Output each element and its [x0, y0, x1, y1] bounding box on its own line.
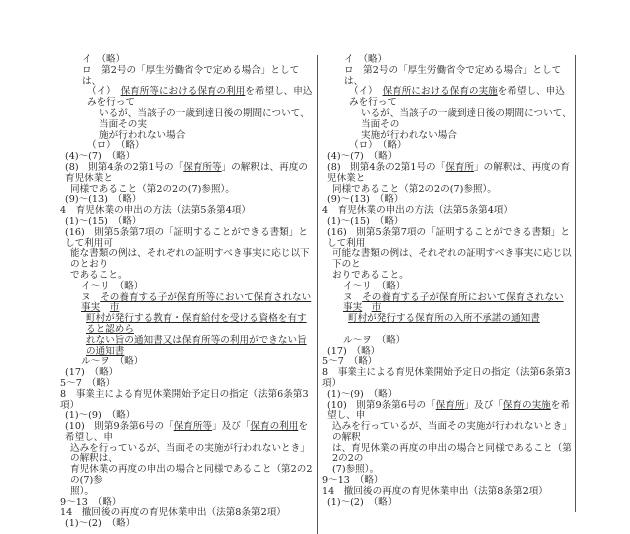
text-segment: いるが、当該子の一歳到達日後の期間について、当面その — [361, 107, 572, 130]
text-segment: を希望し、申 — [65, 421, 308, 443]
text-segment: 」及び「 — [464, 399, 503, 411]
text-segment — [100, 302, 110, 313]
underlined-text: 保育所等 — [183, 161, 222, 173]
text-segment: 同様であること（第2の2の(7)参照）。 — [332, 183, 497, 195]
text-segment: を希望し、申込みを行って — [87, 86, 313, 109]
text-line — [322, 401, 573, 423]
text-segment — [362, 302, 372, 313]
text-line — [322, 293, 573, 315]
underlined-text: 市 — [109, 302, 120, 314]
text-segment: (1)～(9) （略） — [327, 388, 398, 400]
text-segment: 8 事業主による育児休業開始予定日の指定（法第6条第3項） — [60, 388, 309, 411]
text-line — [60, 87, 315, 109]
text-segment: (16) 則第5条第7項の「証明することができる書類」として利用可 — [65, 226, 308, 249]
underlined-text: その養育する子が保育所において保育されない事実 — [343, 291, 564, 314]
text-segment: (17) （略） — [65, 367, 119, 379]
underlined-text: 保育所等 — [173, 421, 213, 433]
text-line — [322, 444, 573, 466]
text-segment: 込みを行っているが、当面その実施が行われないとき」の解釈 — [332, 421, 572, 443]
text-segment: 実施が行われない場合 — [361, 129, 457, 141]
text-segment: (9)～(13) （略） — [327, 194, 404, 206]
underlined-text: 保育の利用 — [250, 421, 299, 433]
text-segment: (7)参照）。 — [332, 464, 380, 476]
underlined-text: その養育する子が保育所等において保育されない事実 — [81, 291, 312, 314]
text-line — [322, 498, 573, 509]
text-line — [60, 109, 315, 131]
text-segment: 9～13 （略） — [322, 475, 384, 487]
text-segment: (4)～(7) （略） — [65, 151, 136, 163]
text-line — [322, 314, 573, 325]
underlined-text: 保育所における保育の実施 — [382, 86, 498, 98]
text-line — [60, 390, 315, 412]
text-segment: イ （略） — [344, 54, 388, 65]
text-segment: イ （略） — [82, 54, 126, 65]
text-segment: (10) 則第9条第6号の「 — [65, 421, 174, 433]
text-line — [60, 163, 315, 185]
text-segment: （イ） — [87, 86, 121, 98]
text-segment: 込みを行っているが、当面その実施が行われないとき」の解釈は、 — [70, 442, 310, 465]
text-segment: 施が行われない場合 — [99, 129, 186, 141]
text-line — [322, 422, 573, 444]
text-segment: イ～リ （略） — [343, 280, 406, 292]
underlined-text: 保育の実施 — [502, 399, 551, 411]
text-segment: 8 事業主による育児休業開始予定日の指定（法第6条第3項） — [322, 367, 571, 389]
text-segment: 14 撤回後の再度の育児休業申出（法第8条第2項） — [322, 485, 548, 497]
text-segment: (1)～(15) （略） — [327, 215, 404, 227]
underlined-text: 市 — [371, 302, 382, 314]
revised-text-column — [60, 55, 318, 534]
text-segment: 能な書類の例は、それぞれの証明すべき事実に応じ以下のとおり — [70, 248, 310, 271]
text-segment: (1)～(15) （略） — [65, 215, 142, 227]
text-line — [60, 336, 315, 358]
text-segment: （ロ） （略） — [349, 140, 407, 152]
text-line — [60, 66, 315, 88]
text-segment: (1)～(9) （略） — [65, 410, 136, 422]
text-segment: は、育児休業の再度の申出の場合と同様であること（第2の2の — [332, 442, 572, 465]
text-segment: ロ 第2号の「厚生労働省令で定める場合」としては、 — [82, 64, 300, 87]
text-segment: 」及び「 — [212, 421, 251, 433]
text-segment: 4 育児休業の申出の方法（法第5条第4項） — [322, 205, 513, 217]
underlined-text: 町村が発行する保育所の入所不承諾の通知書 — [348, 313, 540, 325]
text-segment: 4 育児休業の申出の方法（法第5条第4項） — [60, 205, 251, 217]
text-segment: であること。 — [70, 269, 128, 281]
text-segment: を希望し、申 — [327, 399, 570, 422]
text-line — [322, 163, 573, 185]
current-text-column — [322, 55, 576, 512]
text-segment: 9～13 （略） — [60, 496, 122, 508]
text-segment: (8) 則第4条の2第1号の「 — [65, 161, 184, 173]
text-segment: 」の解釈は、再度の育児休業と — [327, 161, 570, 184]
text-line — [322, 109, 573, 131]
text-segment: （ロ） （略） — [87, 140, 145, 152]
text-segment: おりであること。 — [332, 269, 409, 281]
underlined-text: 保育所等における保育の利用 — [120, 86, 246, 98]
text-segment: 照）。 — [70, 485, 94, 497]
text-segment: ル～ヲ （略） — [343, 334, 406, 346]
text-line — [322, 87, 573, 109]
underlined-text: 保育所 — [435, 399, 465, 411]
text-segment: イ～リ （略） — [81, 280, 144, 292]
text-line — [60, 314, 315, 336]
text-segment: いるが、当該子の一歳到達日後の期間について、当面その実 — [99, 107, 310, 130]
text-line — [60, 249, 315, 271]
text-segment: ヌ — [81, 291, 101, 303]
text-segment: ロ 第2号の「厚生労働省令で定める場合」としては、 — [344, 64, 562, 87]
text-line — [322, 249, 573, 271]
text-segment: 5～7 （略） — [322, 356, 378, 368]
text-segment: ヌ — [343, 291, 363, 303]
text-segment: 5～7 （略） — [60, 377, 116, 389]
text-segment: ル～ヲ （略） — [81, 356, 144, 368]
text-segment: (1)～(2) （略） — [65, 518, 136, 530]
text-segment: (8) 則第4条の2第1号の「 — [327, 161, 446, 173]
text-segment: (16) 則第5条第7項の「証明することができる書類」として利用 — [327, 226, 570, 249]
text-segment: を希望し、申込みを行って — [349, 86, 565, 109]
text-line — [322, 66, 573, 88]
text-segment: (4)～(7) （略） — [327, 151, 398, 163]
text-segment: 」の解釈は、再度の育児休業と — [65, 161, 308, 184]
underlined-text: れない旨の通知書又は保育所等の利用ができない旨の通知書 — [86, 334, 307, 357]
underlined-text: 保育所 — [445, 161, 475, 173]
underlined-text: 町村が発行する教育・保育給付を受ける資格を有すると認めら — [86, 313, 307, 335]
text-segment: (17) （略） — [327, 345, 381, 357]
text-segment: (10) 則第9条第6号の「 — [327, 399, 436, 411]
text-line — [322, 228, 573, 250]
text-segment: (1)～(2) （略） — [327, 496, 398, 508]
text-segment: (9)～(13) （略） — [65, 194, 142, 206]
text-segment: 同様であること（第2の2の(7)参照）。 — [70, 183, 235, 195]
text-segment: （イ） — [349, 86, 383, 98]
text-line — [60, 293, 315, 315]
text-line — [60, 519, 315, 530]
text-segment: 14 撤回後の再度の育児休業申出（法第8条第2項） — [60, 507, 286, 519]
text-line — [60, 465, 315, 487]
text-line — [322, 368, 573, 390]
text-line — [60, 228, 315, 250]
text-line — [60, 422, 315, 444]
text-segment: 可能な書類の例は、それぞれの証明すべき事実に応じ以下のと — [332, 248, 572, 271]
text-line — [60, 444, 315, 466]
text-segment: 育児休業の再度の申出の場合と同様であること（第2の2の(7)参 — [70, 464, 313, 487]
